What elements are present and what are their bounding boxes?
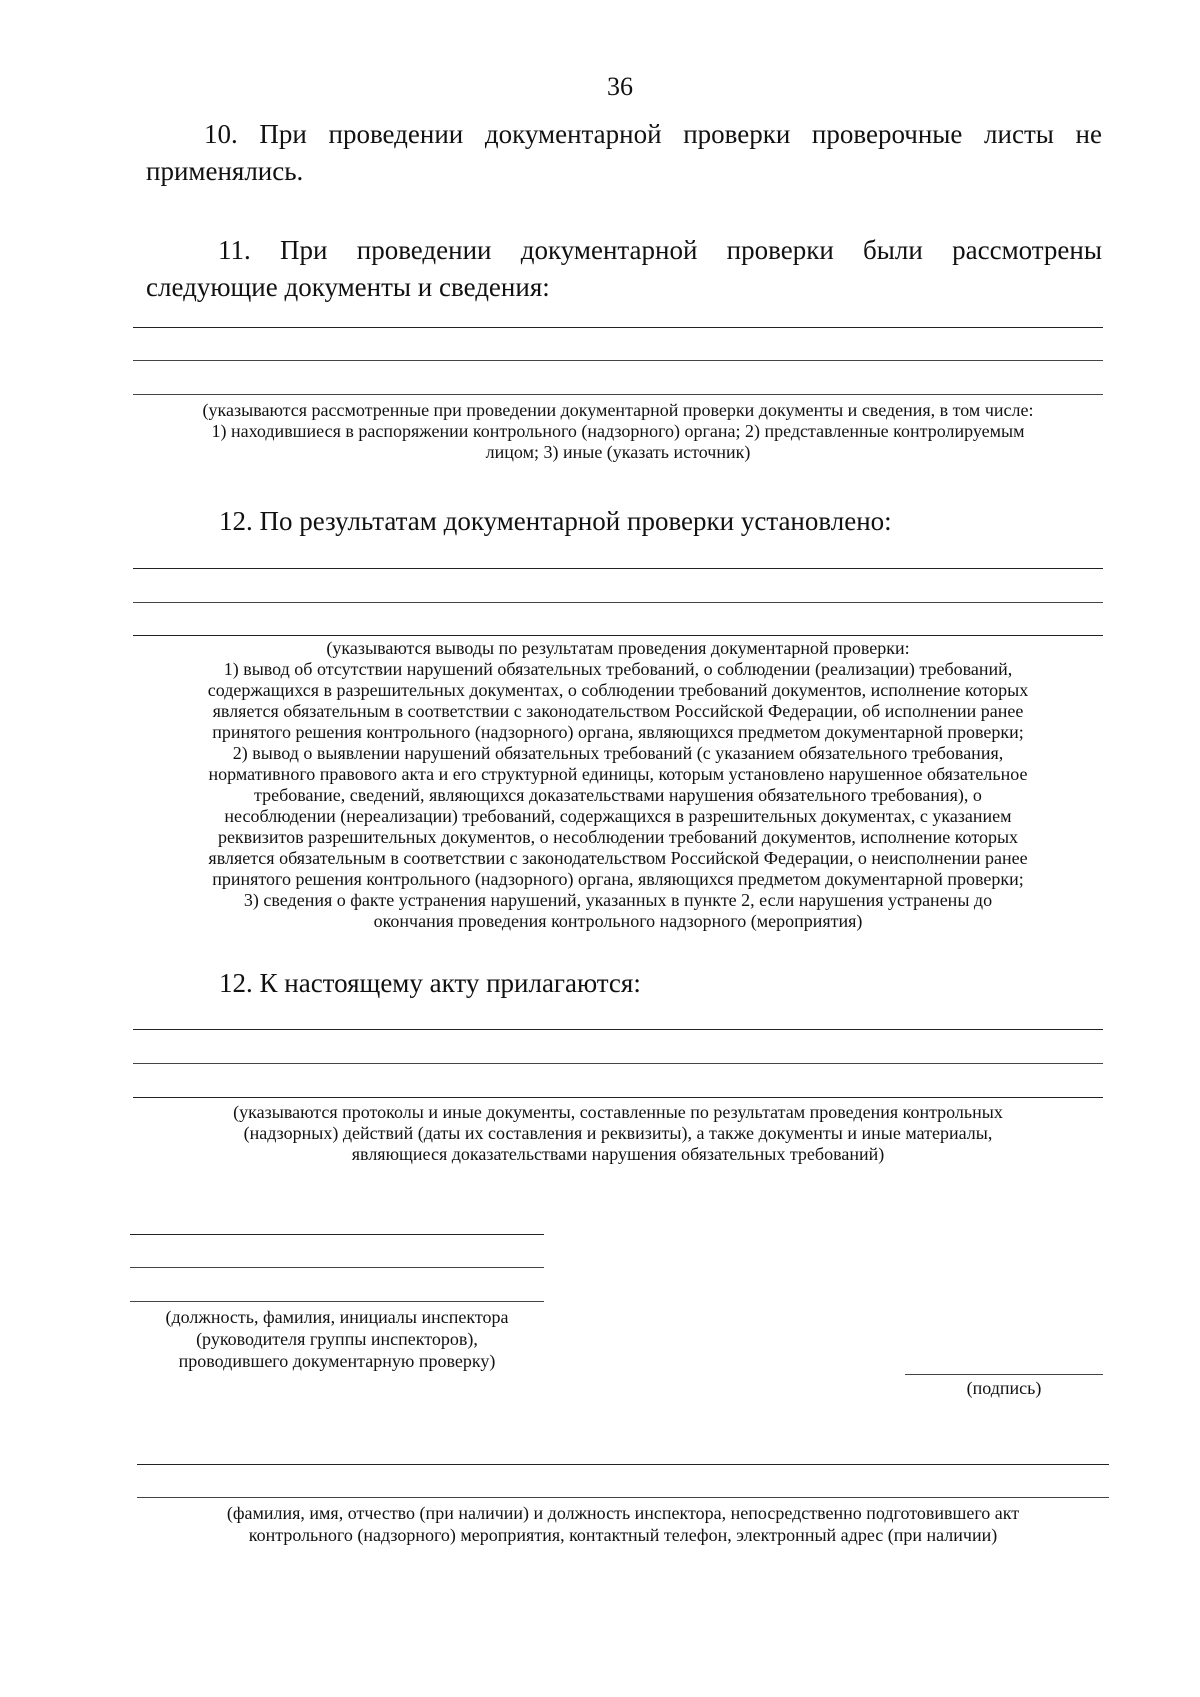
attachments-note (133, 1102, 1103, 1165)
item-10-paragraph (146, 116, 1102, 190)
item-11-blank-line-1 (133, 327, 1103, 328)
item-10-line-2: применялись. (146, 156, 304, 186)
attachments-blank-line-3 (133, 1097, 1103, 1098)
item-11-blank-line-3 (133, 394, 1103, 395)
note-line: является обязательным в соответствии с законодательством Российской Федерации, об исполнении ранее (212, 701, 1024, 721)
note-line: 3) сведения о факте устранения нарушений, указанных в пункте 2, если нарушения устранены до (243, 890, 993, 910)
item-10-line-1: 10. При проведении документарной проверки проверочные листы не (204, 119, 1102, 149)
note-line: (надзорных) действий (даты их составления и реквизиты), а также документы и иные материалы, (243, 1123, 993, 1143)
note-line: (руководителя группы инспекторов), (196, 1329, 478, 1349)
signature-label: (подпись) (966, 1378, 1042, 1398)
item-11-blank-line-2 (133, 360, 1103, 361)
preparer-note (137, 1502, 1109, 1546)
item-11-paragraph (146, 232, 1102, 306)
inspector-blank-line-2 (130, 1267, 544, 1268)
note-line: (должность, фамилия, инициалы инспектора (165, 1307, 509, 1327)
note-line: требование, сведений, являющихся доказательствами нарушения обязательного требования), о (254, 785, 982, 805)
note-line: окончания проведения контрольного надзорного (мероприятия) (373, 911, 863, 931)
note-line: контрольного (надзорного) мероприятия, контактный телефон, электронный адрес (при наличии) (248, 1525, 998, 1545)
item-11-line-2: следующие документы и сведения: (146, 272, 550, 302)
signature-line (905, 1374, 1103, 1375)
item-12-blank-line-3 (133, 635, 1103, 636)
page-number: 36 (607, 72, 633, 101)
item-12-heading: 12. По результатам документарной проверки установлено: (219, 506, 892, 536)
note-line: нормативного правового акта и его структурной единицы, которым установлено нарушенное обязательное (208, 764, 1028, 784)
inspector-blank-line-3 (130, 1301, 544, 1302)
item-12-blank-line-2 (133, 602, 1103, 603)
attachments-heading: 12. К настоящему акту прилагаются: (219, 968, 641, 998)
item-11-line-1: 11. При проведении документарной проверки были рассмотрены (218, 235, 1102, 265)
note-line: принятого решения контрольного (надзорного) органа, являющихся предметом документарной проверки; (212, 869, 1024, 889)
note-line: (указываются выводы по результатам проведения документарной проверки: (326, 638, 910, 658)
note-line: 2) вывод о выявлении нарушений обязательных требований (с указанием обязательного требования, (232, 743, 1004, 763)
note-line: (указываются рассмотренные при проведении документарной проверки документы и сведения, в том числе: (202, 400, 1034, 420)
note-line: лицом; 3) иные (указать источник) (485, 442, 751, 462)
preparer-blank-line-2 (137, 1497, 1109, 1498)
note-line: являющиеся доказательствами нарушения обязательных требований) (351, 1144, 885, 1164)
note-line: (указываются протоколы и иные документы, составленные по результатам проведения контрольных (233, 1102, 1003, 1122)
note-line: проводившего документарную проверку) (178, 1351, 496, 1371)
note-line: содержащихся в разрешительных документах, о соблюдении требований документов, исполнение которых (207, 680, 1029, 700)
attachments-blank-line-1 (133, 1029, 1103, 1030)
inspector-note (130, 1306, 544, 1372)
note-line: несоблюдении (нереализации) требований, содержащихся в разрешительных документах, с указанием (224, 806, 1012, 826)
preparer-blank-line-1 (137, 1464, 1109, 1465)
note-line: принятого решения контрольного (надзорного) органа, являющихся предметом документарной проверки; (212, 722, 1024, 742)
item-12-blank-line-1 (133, 568, 1103, 569)
item-11-note (133, 400, 1103, 463)
item-12-note (133, 638, 1103, 932)
note-line: реквизитов разрешительных документов, о несоблюдении требований документов, исполнение которых (217, 827, 1019, 847)
inspector-blank-line-1 (130, 1234, 544, 1235)
note-line: 1) вывод об отсутствии нарушений обязательных требований, о соблюдении (реализации) требований, (223, 659, 1013, 679)
note-line: является обязательным в соответствии с законодательством Российской Федерации, о неисполнении ранее (208, 848, 1028, 868)
note-line: 1) находившиеся в распоряжении контрольного (надзорного) органа; 2) представленные контролируемым (211, 421, 1025, 441)
attachments-blank-line-2 (133, 1063, 1103, 1064)
note-line: (фамилия, имя, отчество (при наличии) и должность инспектора, непосредственно подготовившего акт (226, 1503, 1020, 1523)
